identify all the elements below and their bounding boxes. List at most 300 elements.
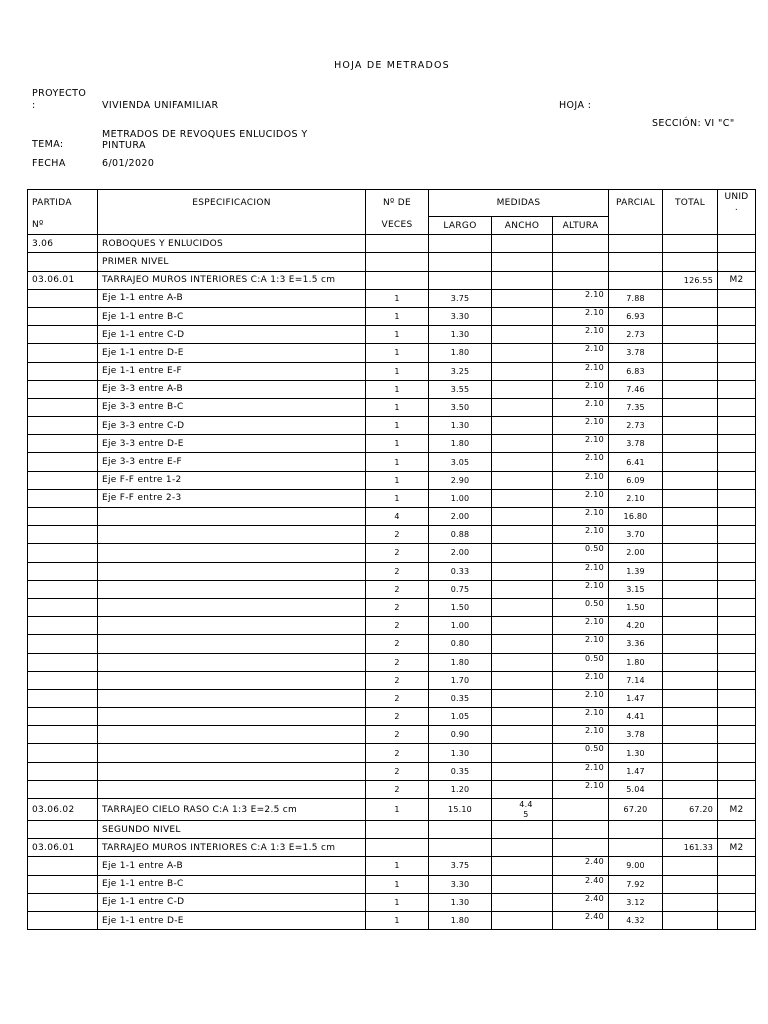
especificacion-cell: TARRAJEO MUROS INTERIORES C:A 1:3 E=1.5 cm — [98, 839, 366, 857]
largo-cell: 3.75 — [429, 857, 492, 875]
altura-cell: 2.10 — [553, 471, 609, 489]
table-header-row-2 — [28, 217, 756, 235]
especificacion-cell: Eje 3-3 entre E-F — [98, 453, 366, 471]
unid-cell — [718, 708, 756, 726]
altura-cell: 2.10 — [553, 617, 609, 635]
partida-cell — [28, 780, 98, 798]
veces-cell: 2 — [366, 762, 429, 780]
altura-cell: 2.10 — [553, 726, 609, 744]
largo-cell: 1.30 — [429, 744, 492, 762]
especificacion-cell: SEGUNDO NIVEL — [98, 821, 366, 839]
table-row — [28, 508, 756, 526]
unid-cell — [718, 762, 756, 780]
unid-cell — [718, 526, 756, 544]
header-largo: LARGO — [429, 217, 492, 235]
ancho-cell — [492, 307, 553, 325]
unid-cell — [718, 911, 756, 929]
table-row — [28, 580, 756, 598]
partida-cell — [28, 744, 98, 762]
largo-cell: 3.30 — [429, 875, 492, 893]
partida-cell: 03.06.02 — [28, 799, 98, 821]
table-row — [28, 875, 756, 893]
veces-cell: 2 — [366, 544, 429, 562]
altura-cell: 2.10 — [553, 762, 609, 780]
veces-cell: 2 — [366, 708, 429, 726]
parcial-cell — [609, 839, 663, 857]
ancho-cell — [492, 489, 553, 507]
total-cell — [663, 417, 718, 435]
largo-cell: 1.00 — [429, 489, 492, 507]
veces-cell: 2 — [366, 780, 429, 798]
partida-cell — [28, 653, 98, 671]
especificacion-cell: Eje 1-1 entre C-D — [98, 326, 366, 344]
partida-cell — [28, 708, 98, 726]
table-row — [28, 307, 756, 325]
unid-cell: M2 — [718, 799, 756, 821]
total-cell — [663, 344, 718, 362]
partida-cell: 03.06.01 — [28, 271, 98, 289]
largo-cell: 3.30 — [429, 307, 492, 325]
largo-cell: 0.88 — [429, 526, 492, 544]
table-row — [28, 617, 756, 635]
parcial-cell: 3.70 — [609, 526, 663, 544]
total-cell — [663, 380, 718, 398]
unid-cell — [718, 417, 756, 435]
unid-cell — [718, 398, 756, 416]
especificacion-cell — [98, 562, 366, 580]
metrados-table — [27, 189, 756, 930]
parcial-cell — [609, 271, 663, 289]
veces-cell: 1 — [366, 453, 429, 471]
table-row — [28, 489, 756, 507]
table-row — [28, 653, 756, 671]
partida-cell — [28, 911, 98, 929]
largo-cell: 3.05 — [429, 453, 492, 471]
altura-cell — [553, 253, 609, 271]
altura-cell — [553, 235, 609, 253]
unid-cell — [718, 435, 756, 453]
total-cell — [663, 307, 718, 325]
table-row — [28, 435, 756, 453]
table-row — [28, 893, 756, 911]
especificacion-cell: Eje 1-1 entre D-E — [98, 344, 366, 362]
especificacion-cell — [98, 726, 366, 744]
header-unid-blank — [718, 217, 756, 235]
table-row — [28, 417, 756, 435]
header-parcial: PARCIAL — [609, 190, 663, 217]
veces-cell: 1 — [366, 362, 429, 380]
largo-cell — [429, 235, 492, 253]
unid-cell — [718, 726, 756, 744]
parcial-cell — [609, 821, 663, 839]
partida-cell — [28, 598, 98, 616]
total-cell — [663, 617, 718, 635]
veces-cell: 1 — [366, 911, 429, 929]
total-cell — [663, 689, 718, 707]
partida-cell — [28, 471, 98, 489]
parcial-cell: 6.93 — [609, 307, 663, 325]
table-row — [28, 839, 756, 857]
largo-cell: 0.35 — [429, 762, 492, 780]
altura-cell: 0.50 — [553, 744, 609, 762]
parcial-cell: 9.00 — [609, 857, 663, 875]
unid-cell — [718, 344, 756, 362]
veces-cell: 2 — [366, 598, 429, 616]
table-row — [28, 471, 756, 489]
ancho-cell — [492, 544, 553, 562]
partida-cell: 3.06 — [28, 235, 98, 253]
header-especificacion-blank — [98, 217, 366, 235]
table-row — [28, 598, 756, 616]
parcial-cell: 3.36 — [609, 635, 663, 653]
especificacion-cell — [98, 635, 366, 653]
altura-cell: 2.10 — [553, 453, 609, 471]
unid-cell — [718, 326, 756, 344]
largo-cell: 1.30 — [429, 893, 492, 911]
parcial-cell: 7.88 — [609, 289, 663, 307]
partida-cell — [28, 726, 98, 744]
veces-cell — [366, 839, 429, 857]
ancho-cell — [492, 453, 553, 471]
parcial-cell: 1.47 — [609, 689, 663, 707]
altura-cell — [553, 821, 609, 839]
parcial-cell — [609, 235, 663, 253]
especificacion-cell: Eje 3-3 entre C-D — [98, 417, 366, 435]
total-cell — [663, 762, 718, 780]
especificacion-cell: Eje 1-1 entre C-D — [98, 893, 366, 911]
total-cell — [663, 893, 718, 911]
especificacion-cell — [98, 526, 366, 544]
partida-cell — [28, 857, 98, 875]
total-cell — [663, 780, 718, 798]
table-row — [28, 821, 756, 839]
proyecto-value: VIVIENDA UNIFAMILIAR — [102, 100, 219, 111]
ancho-cell — [492, 508, 553, 526]
ancho-cell — [492, 435, 553, 453]
total-cell — [663, 857, 718, 875]
ancho-cell — [492, 653, 553, 671]
ancho-cell — [492, 893, 553, 911]
total-cell — [663, 821, 718, 839]
partida-cell — [28, 344, 98, 362]
altura-cell: 2.10 — [553, 344, 609, 362]
ancho-cell — [492, 671, 553, 689]
unid-cell — [718, 635, 756, 653]
unid-cell — [718, 508, 756, 526]
altura-cell — [553, 799, 609, 821]
partida-cell — [28, 635, 98, 653]
veces-cell: 2 — [366, 526, 429, 544]
especificacion-cell: Eje F-F entre 2-3 — [98, 489, 366, 507]
especificacion-cell: Eje 3-3 entre B-C — [98, 398, 366, 416]
unid-cell: M2 — [718, 271, 756, 289]
largo-cell: 1.80 — [429, 911, 492, 929]
largo-cell: 1.80 — [429, 653, 492, 671]
header-medidas: MEDIDAS — [429, 190, 609, 217]
altura-cell: 2.10 — [553, 417, 609, 435]
ancho-cell — [492, 362, 553, 380]
header-unid-line-1: UNID — [724, 192, 749, 203]
partida-cell — [28, 762, 98, 780]
unid-cell — [718, 598, 756, 616]
total-cell — [663, 453, 718, 471]
veces-cell: 1 — [366, 398, 429, 416]
parcial-cell: 2.73 — [609, 326, 663, 344]
table-row — [28, 799, 756, 821]
especificacion-cell: ROBOQUES Y ENLUCIDOS — [98, 235, 366, 253]
ancho-cell — [492, 689, 553, 707]
header-total: TOTAL — [663, 190, 718, 217]
table-row — [28, 635, 756, 653]
especificacion-cell — [98, 598, 366, 616]
largo-cell: 2.00 — [429, 508, 492, 526]
total-cell — [663, 671, 718, 689]
parcial-cell: 1.39 — [609, 562, 663, 580]
header-altura: ALTURA — [553, 217, 609, 235]
parcial-cell: 1.30 — [609, 744, 663, 762]
total-cell — [663, 435, 718, 453]
table-row — [28, 780, 756, 798]
largo-cell: 3.50 — [429, 398, 492, 416]
parcial-cell: 7.92 — [609, 875, 663, 893]
altura-cell: 2.10 — [553, 671, 609, 689]
especificacion-cell: Eje F-F entre 1-2 — [98, 471, 366, 489]
parcial-cell: 67.20 — [609, 799, 663, 821]
veces-cell: 1 — [366, 380, 429, 398]
largo-cell: 15.10 — [429, 799, 492, 821]
header-total-blank — [663, 217, 718, 235]
altura-cell: 2.10 — [553, 508, 609, 526]
ancho-cell — [492, 344, 553, 362]
header-veces: VECES — [366, 217, 429, 235]
unid-cell — [718, 362, 756, 380]
partida-cell — [28, 326, 98, 344]
table-row — [28, 857, 756, 875]
altura-cell: 2.10 — [553, 326, 609, 344]
total-cell — [663, 526, 718, 544]
altura-cell: 2.10 — [553, 380, 609, 398]
table-row — [28, 326, 756, 344]
table-row — [28, 671, 756, 689]
table-header-row-1 — [28, 190, 756, 217]
table-row — [28, 380, 756, 398]
especificacion-cell — [98, 544, 366, 562]
ancho-cell — [492, 580, 553, 598]
veces-cell — [366, 235, 429, 253]
largo-cell — [429, 253, 492, 271]
total-cell — [663, 911, 718, 929]
total-cell — [663, 289, 718, 307]
largo-cell: 1.80 — [429, 435, 492, 453]
header-unid-line-2: . — [734, 203, 739, 214]
especificacion-cell: TARRAJEO CIELO RASO C:A 1:3 E=2.5 cm — [98, 799, 366, 821]
veces-cell: 1 — [366, 471, 429, 489]
total-cell — [663, 744, 718, 762]
document-title: HOJA DE METRADOS — [334, 60, 450, 71]
total-cell — [663, 326, 718, 344]
veces-cell: 2 — [366, 617, 429, 635]
altura-cell: 2.10 — [553, 635, 609, 653]
largo-cell: 2.90 — [429, 471, 492, 489]
veces-cell: 1 — [366, 435, 429, 453]
altura-cell: 2.10 — [553, 780, 609, 798]
parcial-cell: 6.41 — [609, 453, 663, 471]
seccion-label: SECCIÓN: VI "C" — [652, 118, 735, 129]
ancho-cell — [492, 471, 553, 489]
veces-cell — [366, 271, 429, 289]
ancho-cell — [492, 911, 553, 929]
unid-cell — [718, 780, 756, 798]
veces-cell: 2 — [366, 580, 429, 598]
veces-cell: 1 — [366, 875, 429, 893]
partida-cell — [28, 307, 98, 325]
parcial-cell: 7.46 — [609, 380, 663, 398]
especificacion-cell: Eje 1-1 entre B-C — [98, 307, 366, 325]
table-row — [28, 289, 756, 307]
veces-cell: 1 — [366, 799, 429, 821]
unid-cell — [718, 489, 756, 507]
parcial-cell: 3.78 — [609, 435, 663, 453]
especificacion-cell: TARRAJEO MUROS INTERIORES C:A 1:3 E=1.5 cm — [98, 271, 366, 289]
especificacion-cell — [98, 708, 366, 726]
total-cell — [663, 580, 718, 598]
partida-cell — [28, 689, 98, 707]
partida-cell — [28, 580, 98, 598]
largo-cell: 0.35 — [429, 689, 492, 707]
table-row — [28, 911, 756, 929]
veces-cell: 2 — [366, 562, 429, 580]
total-cell: 161.33 — [663, 839, 718, 857]
partida-cell — [28, 253, 98, 271]
table-row — [28, 689, 756, 707]
largo-cell: 0.33 — [429, 562, 492, 580]
parcial-cell: 6.83 — [609, 362, 663, 380]
ancho-cell — [492, 708, 553, 726]
total-cell — [663, 489, 718, 507]
largo-cell: 1.30 — [429, 326, 492, 344]
total-cell — [663, 362, 718, 380]
table-row — [28, 235, 756, 253]
header-parcial-blank — [609, 217, 663, 235]
unid-cell: M2 — [718, 839, 756, 857]
unid-cell — [718, 380, 756, 398]
table-row — [28, 271, 756, 289]
total-cell — [663, 653, 718, 671]
altura-cell: 2.10 — [553, 435, 609, 453]
table-row — [28, 344, 756, 362]
partida-cell — [28, 508, 98, 526]
veces-cell: 2 — [366, 671, 429, 689]
table-row — [28, 362, 756, 380]
header-especificacion: ESPECIFICACION — [98, 190, 366, 217]
altura-cell — [553, 839, 609, 857]
unid-cell — [718, 453, 756, 471]
veces-cell: 1 — [366, 307, 429, 325]
largo-cell: 1.30 — [429, 417, 492, 435]
table-row — [28, 744, 756, 762]
total-cell — [663, 398, 718, 416]
table-row — [28, 526, 756, 544]
unid-cell — [718, 857, 756, 875]
altura-cell: 0.50 — [553, 653, 609, 671]
especificacion-cell — [98, 508, 366, 526]
partida-cell — [28, 362, 98, 380]
especificacion-cell: Eje 3-3 entre A-B — [98, 380, 366, 398]
ancho-cell — [492, 780, 553, 798]
ancho-cell — [492, 617, 553, 635]
parcial-cell: 2.10 — [609, 489, 663, 507]
especificacion-cell: PRIMER NIVEL — [98, 253, 366, 271]
parcial-cell: 6.09 — [609, 471, 663, 489]
veces-cell: 2 — [366, 744, 429, 762]
total-cell: 67.20 — [663, 799, 718, 821]
ancho-cell — [492, 857, 553, 875]
altura-cell — [553, 271, 609, 289]
total-cell: 126.55 — [663, 271, 718, 289]
especificacion-cell — [98, 762, 366, 780]
ancho-cell — [492, 253, 553, 271]
ancho-cell — [492, 271, 553, 289]
parcial-cell: 2.00 — [609, 544, 663, 562]
parcial-cell: 4.32 — [609, 911, 663, 929]
parcial-cell: 4.20 — [609, 617, 663, 635]
altura-cell: 2.10 — [553, 526, 609, 544]
header-unid — [718, 190, 756, 217]
parcial-cell: 1.80 — [609, 653, 663, 671]
parcial-cell: 4.41 — [609, 708, 663, 726]
largo-cell: 1.70 — [429, 671, 492, 689]
unid-cell — [718, 562, 756, 580]
altura-cell: 2.40 — [553, 911, 609, 929]
tema-value-line-1: METRADOS DE REVOQUES ENLUCIDOS Y — [102, 129, 308, 140]
veces-cell: 1 — [366, 417, 429, 435]
ancho-cell — [492, 744, 553, 762]
unid-cell — [718, 471, 756, 489]
parcial-cell: 2.73 — [609, 417, 663, 435]
table-row — [28, 726, 756, 744]
veces-cell: 1 — [366, 857, 429, 875]
ancho-cell — [492, 326, 553, 344]
unid-cell — [718, 617, 756, 635]
altura-cell: 2.10 — [553, 307, 609, 325]
header-n-symbol: Nº — [28, 217, 98, 235]
ancho-cell — [492, 289, 553, 307]
largo-cell — [429, 839, 492, 857]
veces-cell: 2 — [366, 689, 429, 707]
especificacion-cell: Eje 1-1 entre D-E — [98, 911, 366, 929]
proyecto-label: PROYECTO — [32, 88, 87, 99]
ancho-cell — [492, 762, 553, 780]
partida-cell — [28, 562, 98, 580]
parcial-cell: 16.80 — [609, 508, 663, 526]
partida-cell — [28, 453, 98, 471]
total-cell — [663, 598, 718, 616]
largo-cell: 2.00 — [429, 544, 492, 562]
total-cell — [663, 253, 718, 271]
ancho-cell — [492, 562, 553, 580]
unid-cell — [718, 875, 756, 893]
fecha-label: FECHA — [32, 158, 66, 169]
parcial-cell: 3.15 — [609, 580, 663, 598]
table-row — [28, 398, 756, 416]
header-ancho: ANCHO — [492, 217, 553, 235]
total-cell — [663, 875, 718, 893]
partida-cell — [28, 398, 98, 416]
unid-cell — [718, 893, 756, 911]
altura-cell: 2.10 — [553, 562, 609, 580]
altura-cell: 2.10 — [553, 398, 609, 416]
largo-cell — [429, 821, 492, 839]
